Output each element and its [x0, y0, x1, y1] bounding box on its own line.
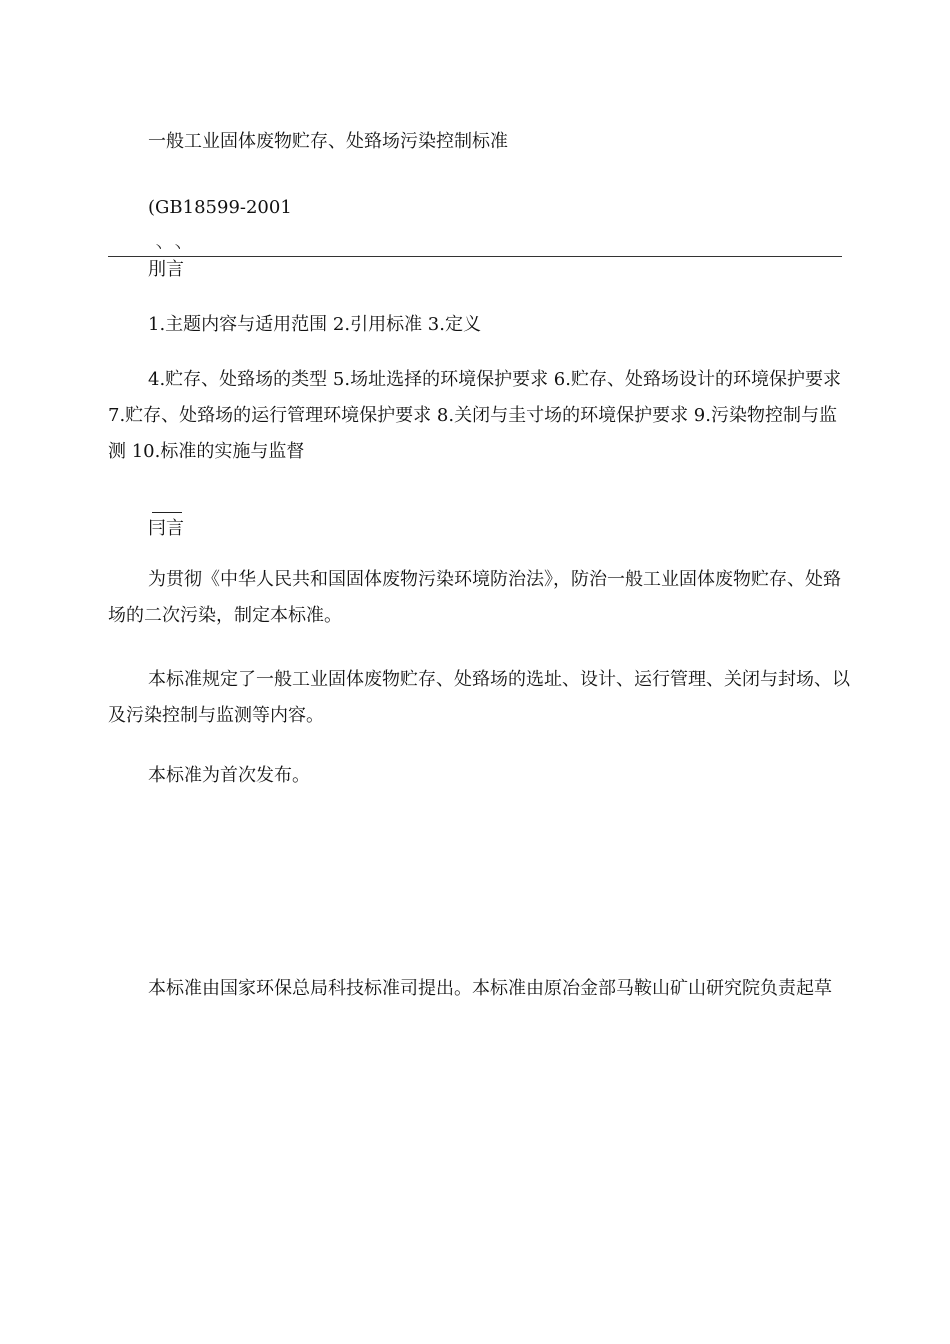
header-rule	[108, 256, 842, 257]
toc-line-1: 1.主题内容与适用范围 2.引用标准 3.定义	[148, 314, 481, 335]
heading-overbar	[152, 512, 182, 513]
document-code: (GB18599-2001	[148, 197, 292, 218]
scan-artifact-marks: 丶丶	[152, 241, 191, 256]
document-title: 一般工业固体废物贮存、处臵场污染控制标准	[148, 131, 508, 152]
foreword-heading: 冃言	[148, 518, 184, 539]
foreword-paragraph-4: 本标准由国家环保总局科技标准司提出。本标准由原冶金部马鞍山矿山研究院负责起草	[148, 978, 832, 999]
foreword-paragraph-2: 本标准规定了一般工业固体废物贮存、处臵场的选址、设计、运行管理、关闭与封场、以及污染控制与监测等内容。	[108, 669, 850, 726]
toc-heading: 刖言	[148, 259, 184, 280]
foreword-paragraph-3: 本标准为首次发布。	[148, 765, 310, 786]
foreword-paragraph-1: 为贯彻《中华人民共和国固体废物污染环境防治法》，防治一般工业固体废物贮存、处臵场的二次污染，制定本标准。	[108, 569, 841, 626]
toc-line-2: 4.贮存、处臵场的类型 5.场址选择的环境保护要求 6.贮存、处臵场设计的环境保护要求 7.贮存、处臵场的运行管理环境保护要求 8.关闭与圭寸场的环境保护要求 9.污染物控制与监测 10.标准的实施与监督	[108, 369, 841, 462]
